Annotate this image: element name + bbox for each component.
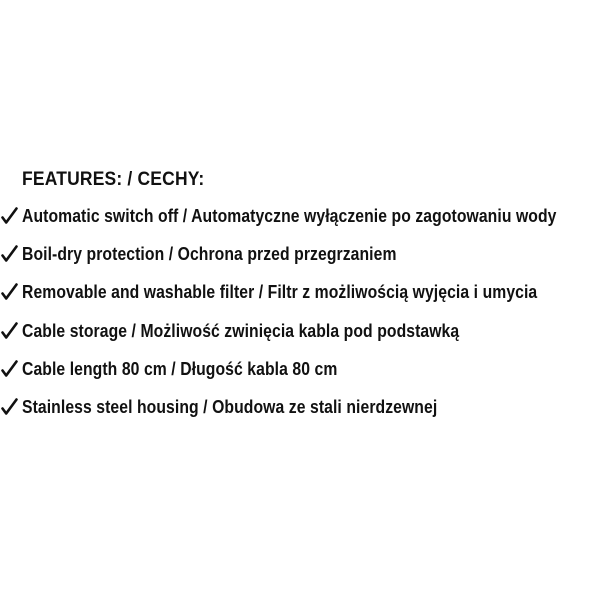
checkmark-icon	[1, 245, 18, 263]
features-block	[0, 168, 600, 433]
feature-text: Boil-dry protection / Ochrona przed przegrzaniem	[22, 243, 397, 265]
feature-text: Removable and washable filter / Filtr z możliwością wyjęcia i umycia	[22, 281, 538, 303]
feature-item	[0, 395, 600, 433]
features-heading: FEATURES: / CECHY:	[22, 169, 205, 190]
checkmark-icon	[1, 360, 18, 378]
features-list	[0, 204, 600, 433]
checkmark-icon	[1, 207, 18, 225]
feature-text: Automatic switch off / Automatyczne wyłączenie po zagotowaniu wody	[22, 205, 557, 226]
feature-item	[0, 242, 600, 280]
checkmark-icon	[1, 398, 18, 416]
checkmark-icon	[1, 283, 18, 301]
feature-item	[0, 204, 600, 242]
feature-item	[0, 280, 600, 318]
feature-text: Stainless steel housing / Obudowa ze stali nierdzewnej	[22, 395, 438, 417]
feature-text: Cable length 80 cm / Długość kabla 80 cm	[22, 357, 338, 379]
checkmark-icon	[1, 322, 18, 340]
feature-text: Cable storage / Możliwość zwinięcia kabla pod podstawką	[22, 319, 460, 341]
feature-item	[0, 357, 600, 395]
feature-item	[0, 319, 600, 357]
